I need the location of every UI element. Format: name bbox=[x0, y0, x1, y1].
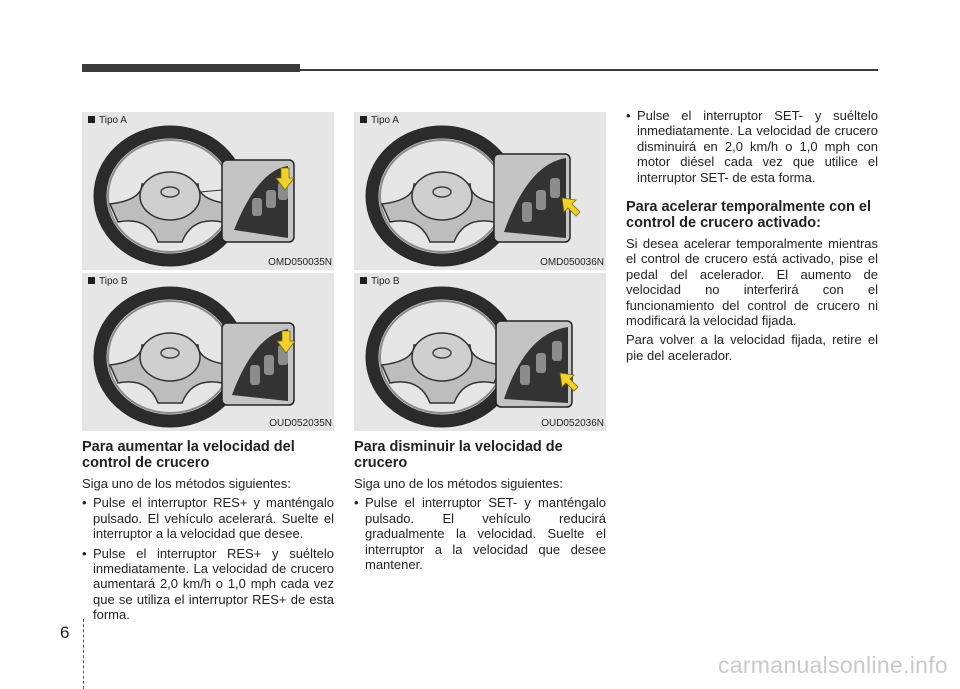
column-1 bbox=[82, 112, 334, 627]
paragraph: Si desea acelerar temporalmente mientras el control de crucero está activado, pise el pedal del acelerador. El aumento de velocidad no interferirá con el funcionamiento del control de crucero ni modificará la velocidad fijada. bbox=[626, 236, 878, 329]
footer-divider bbox=[83, 619, 84, 689]
section-title-increase: Para aumentar la velocidad del control de crucero bbox=[82, 439, 295, 471]
figure-code: OUD052035N bbox=[269, 418, 332, 429]
figure-label: Tipo A bbox=[88, 115, 127, 126]
column-2 bbox=[354, 112, 606, 576]
figure-label: Tipo B bbox=[360, 276, 400, 287]
section-title-temporary: Para acelerar temporalmente con el control de crucero activado: bbox=[626, 199, 872, 232]
figure-steering-wheel-tipo-b bbox=[82, 273, 334, 431]
figure-label: Tipo B bbox=[88, 276, 128, 287]
watermark: carmanualsonline.info bbox=[717, 652, 948, 678]
steering-wheel-illustration bbox=[82, 112, 334, 270]
figure-code: OUD052036N bbox=[541, 418, 604, 429]
column-3 bbox=[626, 108, 878, 367]
steering-wheel-illustration bbox=[354, 112, 606, 270]
figure-code: OMD050036N bbox=[540, 257, 604, 268]
header-rule-thin bbox=[82, 69, 878, 71]
steering-wheel-illustration bbox=[354, 273, 606, 431]
figure-label: Tipo A bbox=[360, 115, 399, 126]
page-number: 6 bbox=[60, 623, 70, 642]
figure-code: OMD050035N bbox=[268, 257, 332, 268]
section-intro: Siga uno de los métodos siguientes: bbox=[354, 476, 563, 491]
list-item: • Pulse el interruptor SET- y suéltelo inmediatamente. La velocidad de crucero disminuirá en 2,0 km/h o 1,0 mph con motor diésel cada vez que utilice el interruptor SET- de esta forma. bbox=[626, 108, 878, 185]
section-intro: Siga uno de los métodos siguientes: bbox=[82, 476, 291, 491]
paragraph: Para volver a la velocidad fijada, retire el pie del acelerador. bbox=[626, 332, 878, 363]
list-item: • Pulse el interruptor SET- y manténgalo pulsado. El vehículo reducirá gradualmente la velocidad. Suelte el interruptor a la velocidad que desee mantener. bbox=[354, 495, 606, 572]
list-item: • Pulse el interruptor RES+ y manténgalo pulsado. El vehículo acelerará. Suelte el interruptor a la velocidad que desee. bbox=[82, 495, 334, 541]
figure-steering-wheel-tipo-b bbox=[354, 273, 606, 431]
figure-steering-wheel-tipo-a bbox=[82, 112, 334, 270]
steering-wheel-illustration bbox=[82, 273, 334, 431]
section-title-decrease: Para disminuir la velocidad de crucero bbox=[354, 439, 563, 471]
figure-steering-wheel-tipo-a bbox=[354, 112, 606, 270]
list-item: • Pulse el interruptor RES+ y suéltelo inmediatamente. La velocidad de crucero aumentará 2,0 km/h o 1,0 mph cada vez que se utiliza el interruptor RES+ de esta forma. bbox=[82, 546, 334, 623]
